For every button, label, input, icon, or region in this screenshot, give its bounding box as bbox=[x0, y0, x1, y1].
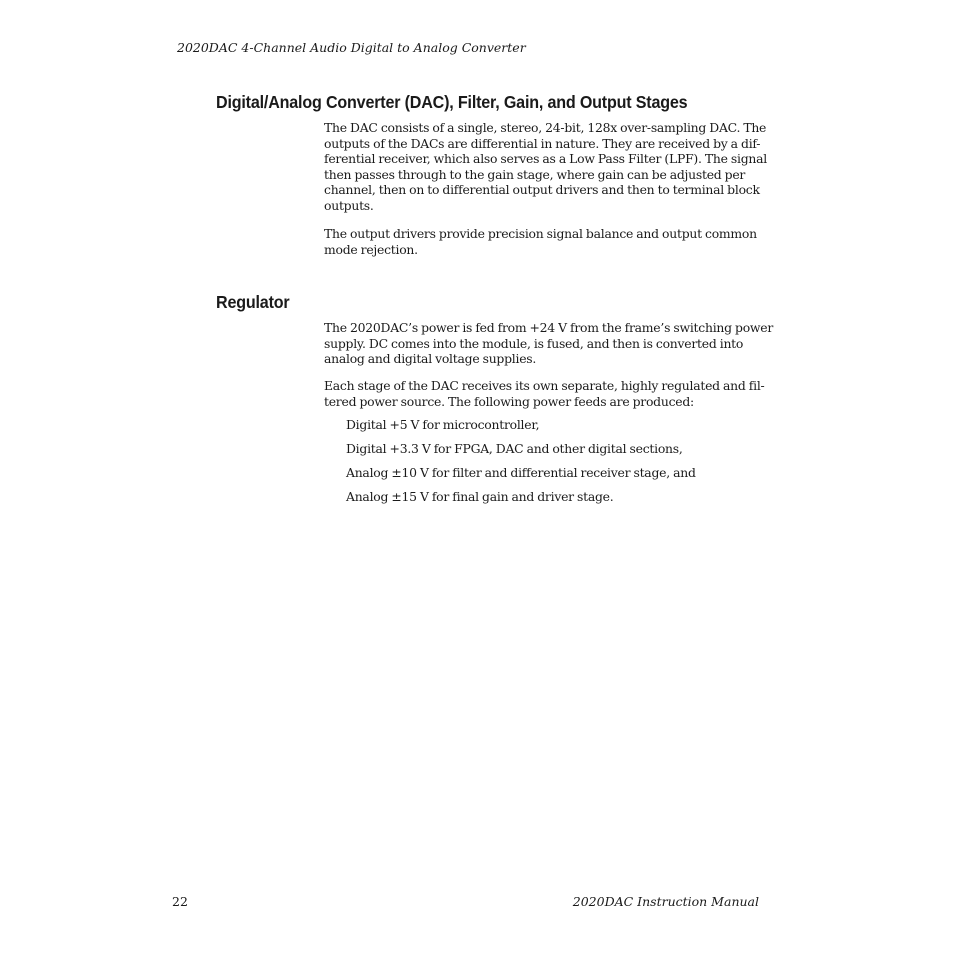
power-feed-item: Analog ±10 V for filter and differential receiver stage, and bbox=[346, 465, 696, 480]
text-line: mode rejection. bbox=[324, 241, 418, 257]
text-line: outputs. bbox=[324, 197, 374, 213]
power-feed-item: Analog ±15 V for final gain and driver stage. bbox=[346, 489, 614, 504]
text-line: analog and digital voltage supplies. bbox=[324, 351, 537, 367]
dac-paragraph-1 bbox=[324, 120, 767, 214]
text-line: The DAC consists of a single, stereo, 24-bit, 128x over-sampling DAC. The bbox=[324, 120, 767, 135]
text-line: ferential receiver, which also serves as a Low Pass Filter (LPF). The signal bbox=[324, 151, 767, 167]
page-number: 22 bbox=[172, 894, 188, 909]
text-line: Each stage of the DAC receives its own separate, highly regulated and fil- bbox=[324, 378, 765, 393]
text-line: outputs of the DACs are differential in nature. They are received by a dif- bbox=[324, 135, 761, 151]
footer-manual-title: 2020DAC Instruction Manual bbox=[572, 894, 759, 909]
text-line: The output drivers provide precision signal balance and output common bbox=[324, 226, 757, 241]
section-heading-regulator: Regulator bbox=[216, 292, 290, 312]
text-line: then passes through to the gain stage, where gain can be adjusted per bbox=[324, 166, 746, 182]
text-line: The 2020DAC’s power is fed from +24 V from the frame’s switching power bbox=[324, 320, 774, 335]
regulator-paragraph-2 bbox=[324, 378, 765, 409]
power-feed-item: Digital +5 V for microcontroller, bbox=[346, 417, 540, 432]
text-line: supply. DC comes into the module, is fused, and then is converted into bbox=[324, 335, 744, 351]
dac-paragraph-2 bbox=[324, 226, 760, 257]
text-line: tered power source. The following power feeds are produced: bbox=[324, 393, 694, 409]
text-line: channel, then on to differential output drivers and then to terminal block bbox=[324, 182, 760, 198]
regulator-paragraph-1 bbox=[324, 320, 774, 367]
section-heading-dac: Digital/Analog Converter (DAC), Filter, Gain, and Output Stages bbox=[216, 92, 688, 112]
running-header: 2020DAC 4-Channel Audio Digital to Analog Converter bbox=[177, 40, 526, 55]
power-feed-item: Digital +3.3 V for FPGA, DAC and other digital sections, bbox=[346, 441, 683, 456]
